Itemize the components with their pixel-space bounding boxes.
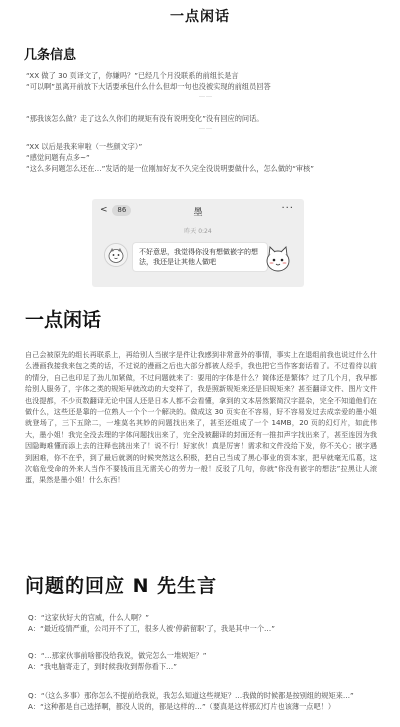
chat-screenshot bbox=[92, 199, 304, 287]
message-group-2 bbox=[26, 113, 386, 132]
section-heading-info: 几条信息 bbox=[24, 48, 77, 63]
section-heading-chat: 一点闲话 bbox=[25, 309, 102, 331]
qa-question: Q：“（这么多事）那你怎么不提前给我说，我怎么知道这些规矩？…我做的时候都是按别组的规矩来…” bbox=[28, 691, 354, 700]
qa-answer: A：“我电脑寄走了，到时候我收到帮你看下…” bbox=[28, 662, 177, 671]
ellipsis-divider: …… bbox=[199, 124, 213, 131]
unread-badge: 86 bbox=[112, 205, 131, 216]
message-line: “可以啊”虽离开前放下大话要承包什么什么但却一句也没被实现的前组员回答 bbox=[26, 82, 271, 91]
qa-answer: A：“最近疫情严重，公司开不了工，很多人被‘停薪留职’了，我是其中一个…” bbox=[28, 624, 275, 633]
message-line: “那我该怎么做？走了这么久你们的规矩有没有说明变化”没有回应的问话。 bbox=[26, 114, 264, 123]
message-line: “XX 以后是我来审啦（一些颜文字）” bbox=[26, 142, 143, 151]
page-title: 一点闲话 bbox=[170, 9, 230, 25]
avatar-icon bbox=[105, 244, 127, 266]
message-line: “感觉问题有点多~” bbox=[26, 153, 90, 162]
ellipsis-divider: …… bbox=[199, 92, 213, 99]
qa-pair-3 bbox=[28, 690, 388, 712]
avatar[interactable] bbox=[104, 243, 128, 267]
qa-answer: A：“这种都是自己选择啊，都没人说的，都是这样的…”（要真是这样那幻灯片也该薄一点吧！） bbox=[28, 702, 336, 711]
cat-sticker-icon bbox=[264, 244, 292, 274]
section-heading-response: 问题的回应 N 先生言 bbox=[25, 575, 218, 597]
body-paragraph: 自己会被原先的组长再联系上，再给别人当嵌字是件让我感到非常意外的事情，事实上在退组前我也说过什么什么漫画我接我来包之类的话，不过说的漫画之后也大部分都被人经手，我也把它当作客套话看了。不过看待以前的情分，自己也印足了劲儿加紧做，不过问题就来了：要用的字体是什么？简体还是繁体？过了几个月，我早都给别人服务了，字体之类的规矩早就改动的大变样了，我是照新规矩来还是旧规矩来？甚至翻译文件、图片文件也没提都，不少页数翻译无论中国人还是日本人都不会看懂，拿到的文本居然繁简汉字混杂，完全不知道他们在做什么，这些还是靠的一位熟人一个个一个解决的。做成这 30 页实在不容易，好不容易发过去成亲爱的墨小姐就登场了，三下五除二，一堆莫名其妙的问题找出来了，甚至还组成了一个 14MB，20 页的幻灯片，如此伟大，墨小姐！我完全没去理的字体问题找出来了，完全没被翻译的封面还有一推扣声字找出来了，甚至连因为我因隐晦难懂而添上去的注释也挑出来了！说不行！好家伙！真是厉害！需求和文件没给下发，你不关心；嵌字遇到困难，你不在乎，到了最后就剥的时候突然这么积极，把自己当成了黑心事业的资本家，把早就毫无瓜葛，这次临危受命的外来人当作不要钱而且无需关心的劳力一般！反驳了几句，你就“你没有嵌字的想法”拉黑让人滚蛋，果然是墨小姐！什么东西！ bbox=[25, 350, 377, 485]
qa-question: Q：“这家伙好大的官威，什么人啊？” bbox=[28, 613, 149, 622]
qa-pair-2 bbox=[28, 650, 388, 672]
back-chevron-icon: < bbox=[100, 205, 108, 215]
qa-pair-1 bbox=[28, 612, 388, 634]
message-line: “XX 做了 30 页译文了，你嫌吗？”已经几个月没联系的前组长是言 bbox=[26, 71, 239, 80]
message-group-1 bbox=[26, 70, 386, 100]
chat-contact-name: 墨 bbox=[193, 208, 203, 218]
chat-timestamp: 昨天 0:24 bbox=[184, 228, 212, 235]
message-group-3 bbox=[26, 141, 386, 174]
qa-question: Q：“…那家伙事前啥都没给我说，做完怎么一堆规矩？” bbox=[28, 651, 207, 660]
chat-message-bubble: 不好意思，我觉得你没有想做嵌字的想法，我还是让其他人做吧 bbox=[132, 242, 268, 272]
more-options-icon[interactable]: ··· bbox=[281, 203, 294, 214]
message-line: “这么多问题怎么还在…”发话的是一位刚加好友不久完全没说明要做什么，怎么做的“审核” bbox=[26, 164, 315, 173]
